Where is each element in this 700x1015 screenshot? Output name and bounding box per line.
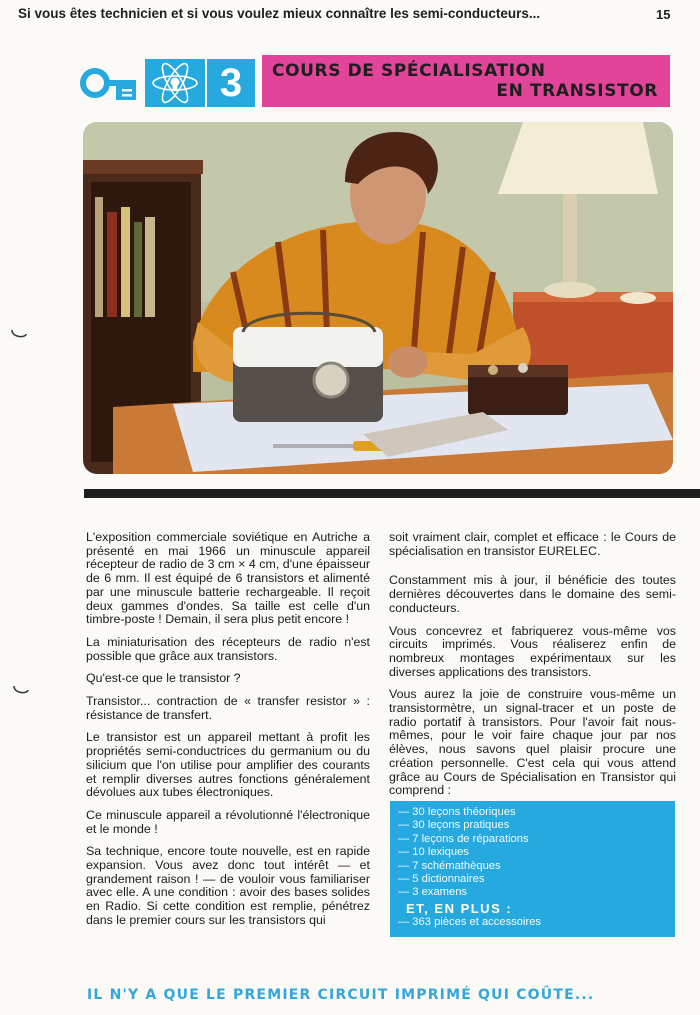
left-column [86, 531, 370, 937]
paragraph: Qu'est-ce que le transistor ? [86, 671, 241, 686]
paragraph: Vous concevrez et fabriquerez vous-même vos circuits imprimés. Vous réaliserez enfin de nombreux montages expérimentaux sur les diverses applications des transistors. [389, 623, 676, 679]
paragraph: Ce minuscule appareil a révolutionné l'électronique et le monde ! [86, 807, 370, 836]
key-icon [80, 60, 138, 106]
paragraph: Vous aurez la joie de construire vous-même un transistormètre, un signal-tracer et un poste de radio portatif à transistors. Pour l'avoir fait nous-mêmes, pour le voir faire chaque jour par nos élèves, nous savons quel plaisir procure une création personnelle. C'est cela qui vous attend grâce au Cours de Spécialisation en Transistor qui comprend : [389, 687, 676, 798]
paragraph: Transistor... contraction de « transfer resistor » : résistance de transfert. [86, 694, 370, 722]
footer-slogan: IL N'Y A QUE LE PREMIER CIRCUIT IMPRIMÉ QUI COÛTE... [87, 987, 595, 1003]
course-title-banner [262, 55, 670, 107]
course-title-line1: COURS DE SPÉCIALISATION [272, 61, 546, 81]
paragraph: Sa technique, encore toute nouvelle, est en rapide expansion. Vous avez donc tout intérêt — et grandement raison ! — de vouloir vous familiariser avec elle. A une condition : avoir des bases solides en Radio. Si cette condition est remplie, pénétrez dans le premier cours sur les transistors qui [86, 844, 370, 927]
extras-heading: ET, EN PLUS : [406, 900, 513, 916]
page-tagline: Si vous êtes technicien et si vous voulez mieux connaître les semi-conducteurs... [18, 6, 541, 21]
paragraph: Le transistor est un appareil mettant à profit les propriétés semi-conductrices du germanium ou du silicium que l'on utilise pour amplifier des courants et remplir diverses autres fonctions généralement dévolues aux tubes électroniques. [86, 730, 370, 800]
page-number: 15 [656, 7, 671, 22]
list-item: — 7 schémathèques [398, 859, 501, 872]
paragraph: Constamment mis à jour, il bénéficie des toutes dernières découvertes dans le domaine des semi-conducteurs. [389, 573, 676, 615]
list-item: — 30 leçons théoriques [398, 806, 516, 818]
course-title-line2: EN TRANSISTOR [496, 81, 658, 101]
paragraph: soit vraiment clair, complet et efficace : le Cours de spécialisation en transistor EURELEC. [389, 530, 676, 558]
binder-hole-mark [10, 328, 28, 340]
paragraph: L'exposition commerciale soviétique en Autriche a présenté en mai 1966 un minuscule appareil récepteur de radio de 3 cm × 4 cm, d'une épaisseur de 6 mm. Il est équipé de 6 transistors et alimenté par une minuscule batterie rechargeable. Il reçoit deux gammes d'ondes. Sa taille est celle d'un timbre-poste ! Demain, il sera plus petit encore ! [86, 530, 370, 627]
course-contents-box [390, 801, 675, 937]
paragraph: La miniaturisation des récepteurs de radio n'est possible que grâce aux transistors. [86, 634, 370, 663]
list-item: — 7 leçons de réparations [398, 832, 529, 845]
binder-hole-mark [12, 684, 30, 696]
atom-badge [145, 59, 205, 107]
list-item: — 3 examens [398, 886, 468, 899]
list-item: — 363 pièces et accessoires [398, 915, 542, 928]
list-item: — 5 dictionnaires [398, 873, 485, 886]
photo-man-assembling-radio [83, 122, 673, 474]
section-divider [84, 489, 700, 498]
list-item: — 30 leçons pratiques [398, 819, 510, 832]
course-number: 3 [207, 59, 255, 107]
list-item: — 10 lexiques [398, 846, 469, 859]
atom-icon [145, 59, 205, 107]
right-column [389, 531, 676, 807]
